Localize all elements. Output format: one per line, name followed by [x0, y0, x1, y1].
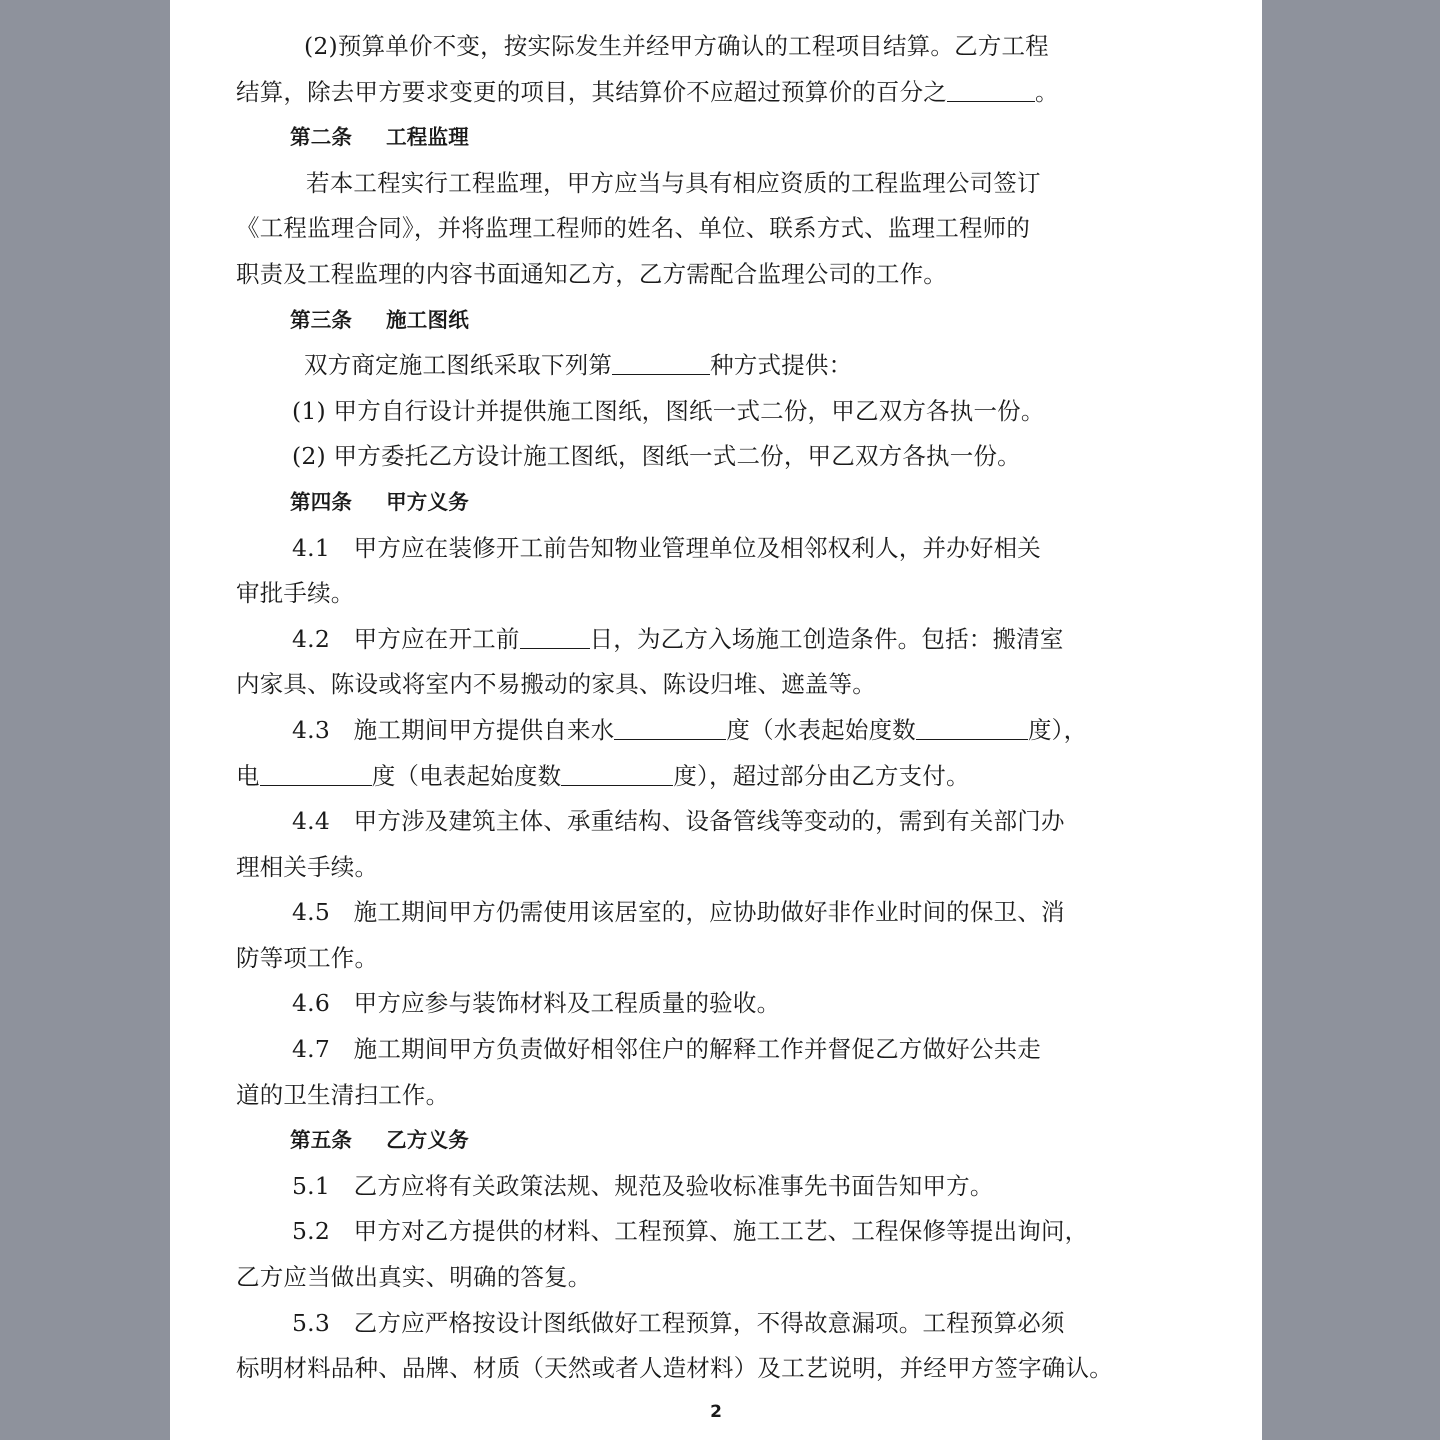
- text-segment: 度（电表起始度数: [371, 761, 562, 790]
- text-line: [236, 936, 1196, 982]
- text-line: [236, 252, 1196, 298]
- fill-in-blank: [614, 713, 726, 740]
- article-number: 第五条: [290, 1128, 353, 1153]
- text-line: [236, 526, 1196, 572]
- text-line: [236, 70, 1196, 116]
- article-title: 乙方义务: [386, 1128, 469, 1153]
- text-line: [236, 890, 1196, 936]
- text-segment: 理相关手续。: [236, 852, 379, 881]
- text-segment: 5.3 乙方应严格按设计图纸做好工程预算，不得故意漏项。工程预算必须: [292, 1308, 1065, 1337]
- text-segment: (2) 甲方委托乙方设计施工图纸，图纸一式二份，甲乙双方各执一份。: [292, 442, 1021, 471]
- page-number: 2: [710, 1402, 722, 1422]
- text-line: [236, 161, 1196, 207]
- text-segment: 4.1 甲方应在装修开工前告知物业管理单位及相邻权利人，并办好相关: [292, 533, 1041, 562]
- text-segment: 。: [1035, 77, 1059, 106]
- text-segment: 5.1 乙方应将有关政策法规、规范及验收标准事先书面告知甲方。: [292, 1171, 994, 1200]
- text-segment: 度），: [1027, 715, 1088, 744]
- text-segment: 内家具、陈设或将室内不易搬动的家具、陈设归堆、遮盖等。: [236, 670, 876, 699]
- fill-in-blank: [612, 348, 710, 375]
- text-segment: 电: [236, 761, 260, 790]
- text-line: [236, 617, 1196, 663]
- article-title: 施工图纸: [386, 307, 469, 332]
- text-segment: 度），超过部分由乙方支付。: [673, 761, 970, 790]
- text-line: [236, 434, 1196, 480]
- text-segment: 4.3 施工期间甲方提供自来水: [292, 715, 615, 744]
- text-line: [236, 1027, 1196, 1073]
- text-line: [236, 662, 1196, 708]
- text-segment: 结算，除去甲方要求变更的项目，其结算价不应超过预算价的百分之: [236, 77, 947, 106]
- text-line: [236, 754, 1196, 800]
- article-number: 第三条: [290, 307, 353, 332]
- text-segment: 4.6 甲方应参与装饰材料及工程质量的验收。: [292, 989, 781, 1018]
- article-number: 第四条: [290, 489, 353, 514]
- text-line: [236, 981, 1196, 1027]
- text-line: [236, 1164, 1196, 1210]
- text-segment: (1) 甲方自行设计并提供施工图纸，图纸一式二份，甲乙双方各执一份。: [292, 396, 1045, 425]
- text-segment: 度（水表起始度数: [726, 715, 916, 744]
- article-heading: [236, 115, 1196, 161]
- text-segment: 日，为乙方入场施工创造条件。包括：搬清室: [589, 624, 1064, 653]
- text-segment: 4.4 甲方涉及建筑主体、承重结构、设备管线等变动的，需到有关部门办: [292, 807, 1065, 836]
- text-segment: 防等项工作。: [236, 943, 379, 972]
- text-segment: 职责及工程监理的内容书面通知乙方，乙方需配合监理公司的工作。: [236, 259, 947, 288]
- page-content: [236, 24, 1196, 1392]
- article-title: 工程监理: [386, 125, 469, 150]
- fill-in-blank: [561, 759, 673, 786]
- text-line: [236, 845, 1196, 891]
- text-segment: (2)预算单价不变，按实际发生并经甲方确认的工程项目结算。乙方工程: [304, 32, 1049, 60]
- text-line: [236, 343, 1196, 389]
- text-line: [236, 799, 1196, 845]
- article-heading: [236, 480, 1196, 526]
- text-segment: 审批手续。: [236, 579, 355, 608]
- text-segment: 标明材料品种、品牌、材质（天然或者人造材料）及工艺说明，并经甲方签字确认。: [236, 1354, 1113, 1383]
- text-line: [236, 571, 1196, 617]
- text-line: [236, 1301, 1196, 1347]
- text-line: [236, 206, 1196, 252]
- text-segment: 种方式提供：: [710, 351, 853, 380]
- article-number: 第二条: [290, 125, 353, 150]
- text-segment: 若本工程实行工程监理，甲方应当与具有相应资质的工程监理公司签订: [306, 168, 1041, 197]
- text-line: [236, 389, 1196, 435]
- fill-in-blank: [916, 713, 1028, 740]
- text-line: [236, 1073, 1196, 1119]
- text-segment: 道的卫生清扫工作。: [236, 1080, 450, 1109]
- text-segment: 《工程监理合同》，并将监理工程师的姓名、单位、联系方式、监理工程师的: [236, 214, 1031, 243]
- text-line: [236, 24, 1196, 70]
- article-heading: [236, 298, 1196, 344]
- text-line: [236, 1346, 1196, 1392]
- fill-in-blank: [260, 759, 372, 786]
- fill-in-blank: [947, 75, 1035, 102]
- text-line: [236, 1209, 1196, 1255]
- text-segment: 5.2 甲方对乙方提供的材料、工程预算、施工工艺、工程保修等提出询问，: [292, 1217, 1089, 1246]
- text-segment: 双方商定施工图纸采取下列第: [304, 351, 613, 380]
- text-line: [236, 708, 1196, 754]
- text-segment: 乙方应当做出真实、明确的答复。: [236, 1263, 592, 1292]
- article-heading: [236, 1118, 1196, 1164]
- text-segment: 4.2 甲方应在开工前: [292, 624, 520, 653]
- article-title: 甲方义务: [386, 489, 469, 514]
- text-line: [236, 1255, 1196, 1301]
- text-segment: 4.5 施工期间甲方仍需使用该居室的，应协助做好非作业时间的保卫、消: [292, 898, 1065, 927]
- document-page: [170, 0, 1262, 1440]
- fill-in-blank: [520, 622, 590, 649]
- text-segment: 4.7 施工期间甲方负责做好相邻住户的解释工作并督促乙方做好公共走: [292, 1035, 1041, 1064]
